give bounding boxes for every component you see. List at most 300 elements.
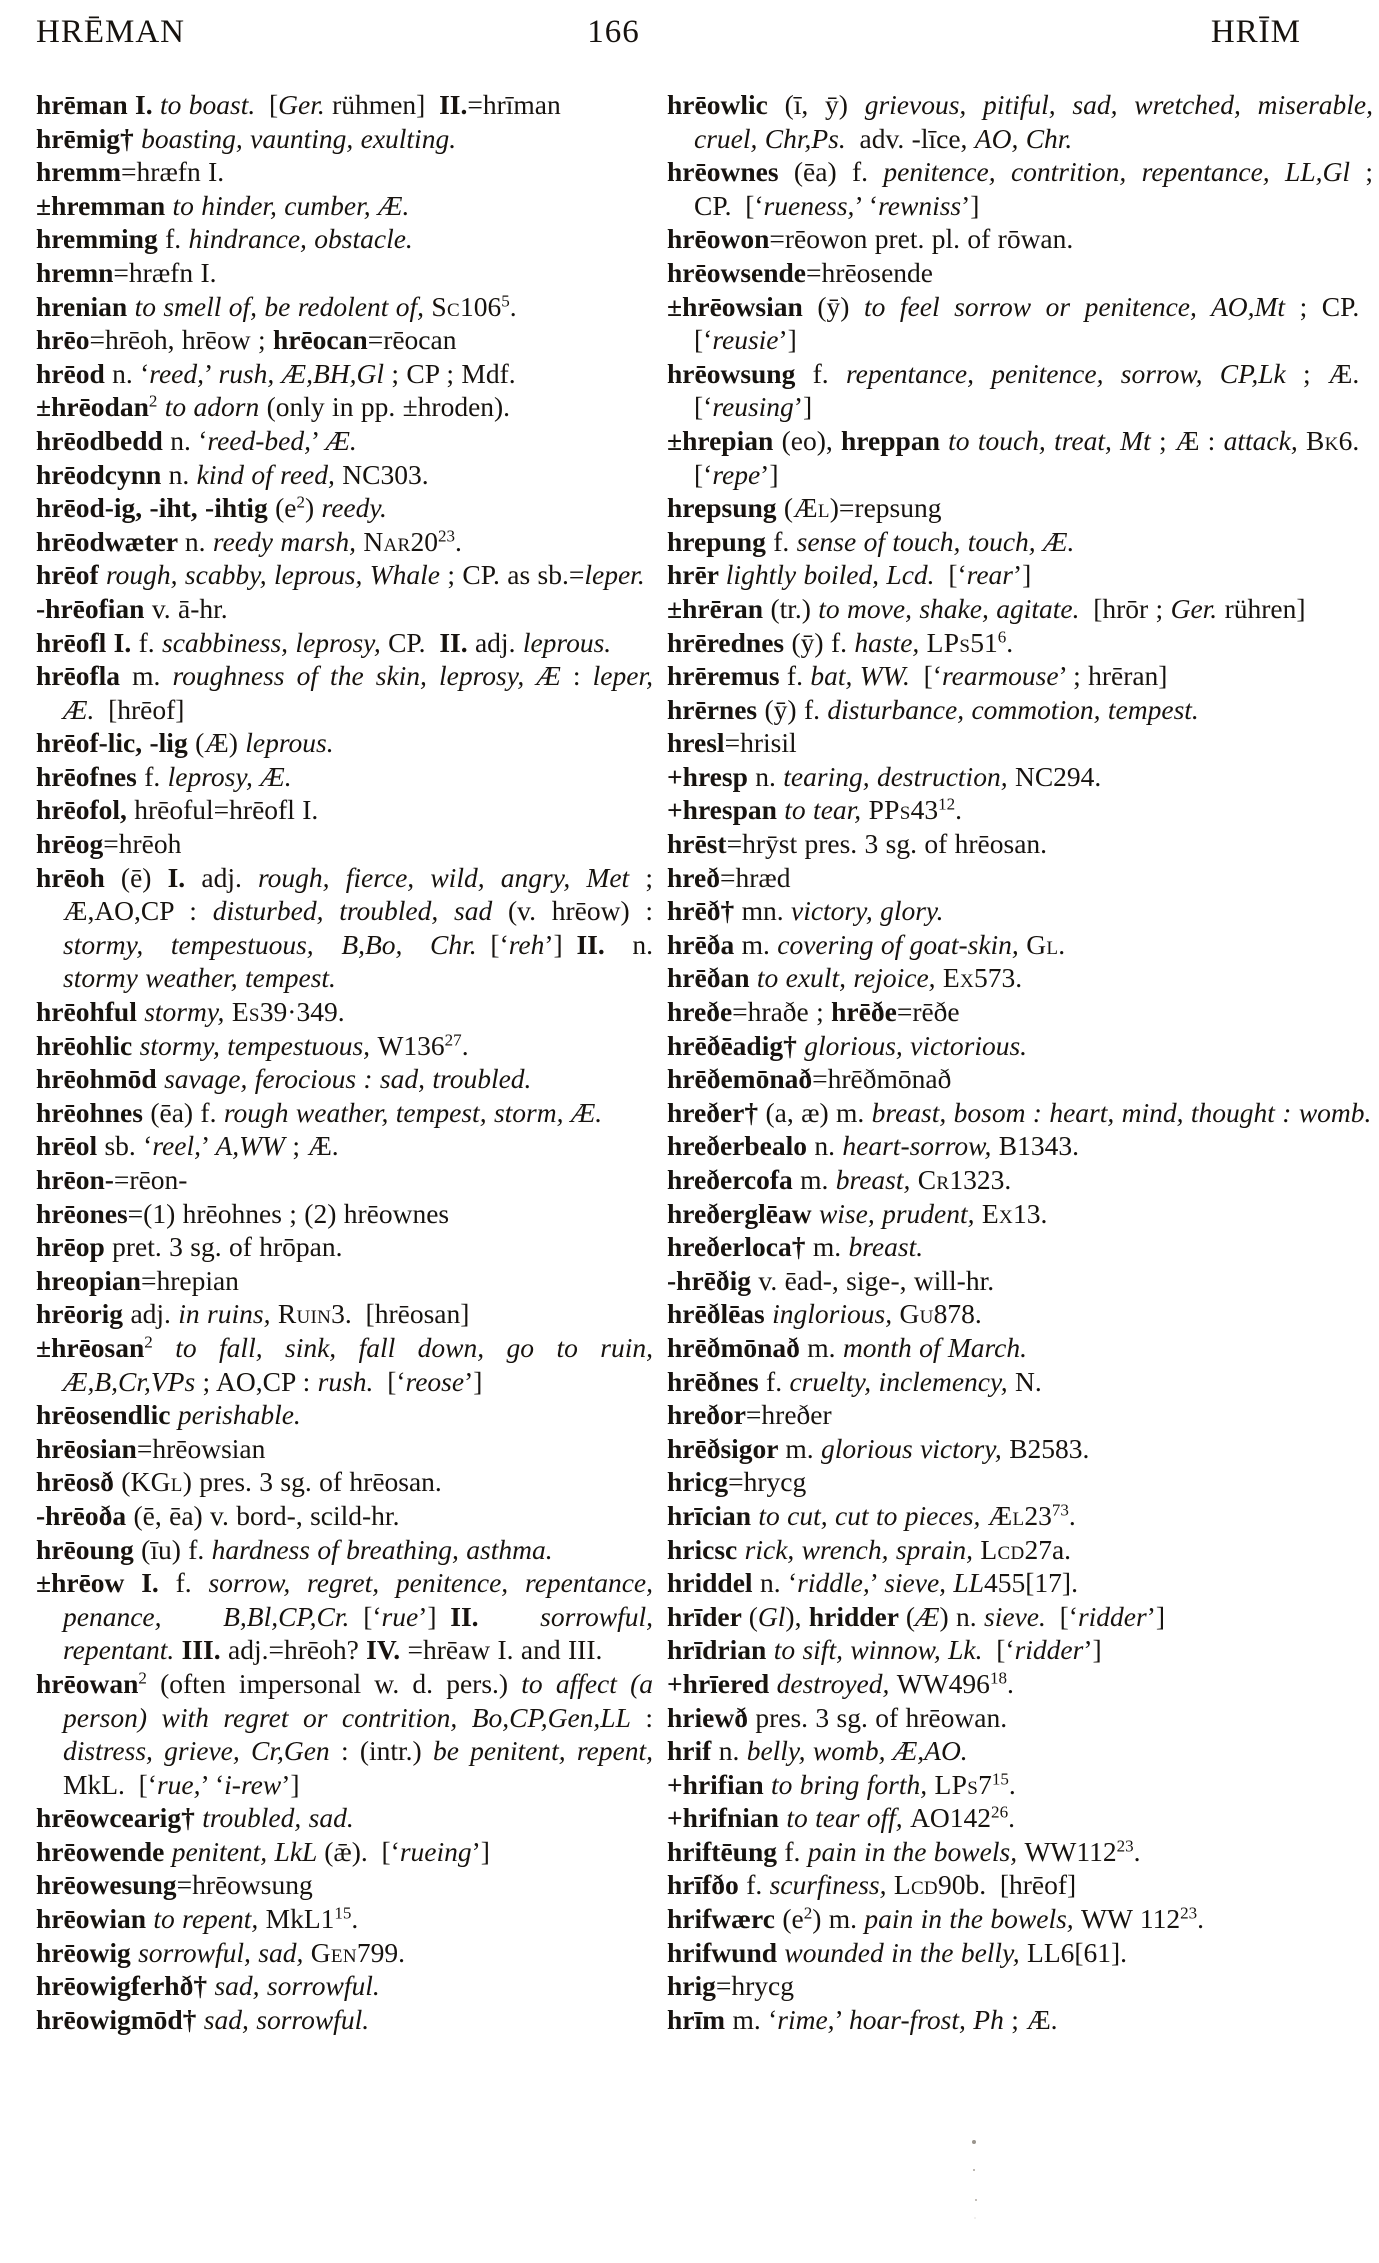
text-segment: hricsc [667,1533,745,1565]
dictionary-entry [36,1432,653,1466]
text-segment: heart-sorrow, [842,1130,999,1162]
text-segment: ; CP. as sb.= [440,559,585,591]
text-segment: hrēoh [36,861,121,893]
text-segment: 2 [803,1903,813,1923]
text-segment: . [509,290,517,322]
text-segment: [‘ [934,559,967,591]
text-segment: [hrēof] [94,693,185,725]
text-segment: Cr [917,1164,950,1195]
page-number: 166 [587,14,640,50]
text-segment: hrēðemōnað [667,1063,813,1095]
text-segment: rearmouse [941,660,1059,692]
dictionary-entry [36,525,653,559]
text-segment: sad, sorrowful. [203,2003,370,2035]
text-segment: hreðe [667,996,733,1028]
text-segment: m. ‘ [732,2003,778,2035]
text-segment: reedy marsh, [212,525,364,557]
dictionary-entry [36,1096,653,1130]
text-segment: perishable. [177,1399,301,1431]
text-segment: to tear, [784,794,869,826]
text-segment: to smell of, be redolent of, [134,290,432,322]
text-segment: =hrēoh [103,828,182,860]
text-segment: n. [168,458,197,490]
text-segment: f. [784,1835,808,1867]
text-segment: ), [785,1600,809,1632]
text-segment: be penitent, repent, [432,1735,653,1767]
text-segment: ; Æ,AO,CP : [63,861,654,927]
text-segment: f. [144,760,168,792]
text-segment: to adorn [157,391,267,423]
dictionary-entry [667,961,1373,995]
text-segment: hrēðēadig† [667,1029,805,1061]
dictionary-entry [36,1062,653,1096]
text-segment: scabbiness, leprosy, [162,626,389,658]
text-segment: . [461,1029,469,1061]
text-segment: repe [712,458,761,490]
dictionary-entry [36,659,653,726]
text-segment: breast, [835,1164,918,1195]
text-segment: ; CP. [‘ [694,290,1373,356]
text-segment: NC303. [342,458,429,490]
text-segment: ’ ‘ [200,1768,225,1800]
text-segment: ’] [418,1600,451,1632]
text-segment: hrēoung [36,1533,142,1565]
text-segment: stormy, tempestuous, [139,1029,378,1061]
text-segment: hreðerbealo [667,1130,815,1162]
text-segment: (e [782,1903,804,1935]
dictionary-entry [36,1465,653,1499]
dictionary-entry [36,122,653,156]
text-segment: disturbed, troubled, sad [212,895,508,927]
text-segment: reed, [149,357,205,389]
text-segment: NC294. [1014,760,1102,792]
text-segment: leprous. [245,727,334,759]
text-segment: savage, ferocious : sad, troubled. [164,1063,532,1095]
dictionary-entry [667,760,1373,794]
dictionary-entry [667,491,1373,525]
text-segment: rime, [777,2003,835,2035]
text-segment: -hrēofian [36,592,152,624]
text-segment: penitence, contrition, repentance, LL,Gl [883,156,1350,188]
column-right [667,88,1373,2036]
text-segment: 51 [970,626,998,658]
text-segment: adj. [201,861,258,893]
text-segment: hrēoful=hrēofl I. [134,794,319,826]
text-segment: [‘ [982,1634,1015,1666]
dictionary-entry [667,256,1373,290]
text-segment: hrēðlēas [667,1298,773,1330]
text-segment: . [1058,928,1066,960]
text-segment: sad, sorrowful. [214,1970,380,2002]
text-segment: to hinder, cumber, Æ. [172,189,410,221]
dictionary-entry [36,592,653,626]
dictionary-entry [667,1163,1373,1197]
text-segment: f. [766,1365,790,1397]
text-segment: hrēowende [36,1835,172,1867]
text-segment: B1343. [998,1130,1079,1162]
text-segment: ±hrēran [667,592,771,624]
text-segment: kind of reed, [196,458,343,490]
text-segment: hriewð [667,1701,756,1733]
dictionary-body [0,88,1379,2036]
dictionary-entry [36,1197,653,1231]
text-segment: hrīder [667,1600,749,1632]
text-segment: =hraðe ; [732,996,832,1028]
text-segment: hrepung [667,525,774,557]
text-segment: ’] [471,1835,490,1867]
text-segment: rear [966,559,1013,591]
text-segment: 1323. [949,1164,1012,1195]
text-segment: =hrycg [715,1970,795,2002]
text-segment: 106 [459,290,502,322]
text-segment: Lcd [980,1533,1025,1565]
text-segment: 799. [356,1936,405,1968]
dictionary-entry [667,1432,1373,1466]
text-segment: (often impersonal w. d. pers.) [146,1667,522,1699]
text-segment: =(1) hrēohnes ; (2) hrēownes [127,1197,450,1229]
text-segment: I. [167,861,202,893]
text-segment: hrēowsung [667,357,813,389]
text-segment: troubled, sad. [202,1802,354,1834]
text-segment: =hrȳst pres. 3 sg. of hrēosan. [726,828,1048,860]
text-segment: N. [1014,1365,1042,1397]
dictionary-entry [667,1264,1373,1298]
text-segment: breast. [848,1231,924,1263]
dictionary-entry [667,1600,1373,1634]
text-segment: =hrēosende [806,256,934,288]
dictionary-entry [36,424,653,458]
text-segment: (ȳ) f. [764,693,828,725]
text-segment: distress, grieve, Cr,Gen [63,1735,330,1767]
dictionary-entry [36,1129,653,1163]
text-segment: AO142 [910,1802,992,1834]
text-segment: rühren] [1217,592,1306,624]
text-segment: rush, Æ,BH,Gl [218,357,385,389]
text-segment: stormy, [144,996,232,1028]
dictionary-entry [667,693,1373,727]
text-segment: ’ ; hrēran] [1058,660,1168,692]
text-segment: . [1006,1667,1014,1699]
text-segment: Gl [1026,928,1059,960]
text-segment: (ȳ) [817,290,864,322]
dictionary-entry [667,155,1373,222]
dictionary-entry [667,1365,1373,1399]
text-segment: . [351,1903,359,1935]
text-segment: hrēosendlic [36,1399,178,1431]
dictionary-entry [36,256,653,290]
text-segment: [‘ [476,928,509,960]
text-segment: MkL1 [265,1903,335,1935]
dictionary-entry [667,995,1373,1029]
text-segment: reusie [712,324,779,356]
text-segment: Bk [1305,424,1339,456]
text-segment: to move, shake, agitate. [818,592,1080,624]
text-segment: 6 [997,627,1007,647]
text-segment: [‘ [349,1600,382,1632]
text-segment: hriftēung [667,1835,785,1867]
text-segment: hrēst [667,828,727,860]
text-segment: attack, [1223,424,1306,456]
text-segment: Ex [942,962,975,994]
dictionary-entry [667,222,1373,256]
text-segment: 2 [296,492,305,512]
text-segment: 90b. [hrēof] [937,1869,1077,1901]
text-segment: hrēowon [667,223,770,255]
text-segment: : [630,1701,654,1733]
text-segment: +hrifnian [667,1802,787,1834]
text-segment: hrēowigmōd† [36,2003,204,2035]
text-segment: hardness of breathing, asthma. [211,1533,553,1565]
text-segment: Æl [987,1499,1025,1531]
dictionary-entry [667,1331,1373,1365]
text-segment: =hræfn I. [113,256,217,288]
text-segment: 27 [444,1030,462,1050]
dictionary-entry [36,760,653,794]
text-segment: 23 [1024,1499,1052,1531]
text-segment: =hrycg [728,1466,807,1498]
text-segment: rick, wrench, sprain, [744,1533,981,1565]
dictionary-entry [36,1868,653,1902]
dictionary-entry [667,1734,1373,1768]
text-segment: 26 [991,1802,1009,1822]
text-segment: 12 [938,795,956,815]
dictionary-entry [36,995,653,1029]
text-segment: . [1008,1802,1015,1834]
text-segment: hoar-frost, Ph [849,2003,1004,2035]
text-segment: 878. [933,1298,982,1330]
text-segment: n. [184,525,213,557]
text-segment: KGl [130,1466,183,1498]
text-segment: 43 [910,794,939,826]
text-segment: ( [748,1600,758,1632]
dictionary-entry [36,189,653,223]
dictionary-entry [667,827,1373,861]
text-segment: Ex [981,1197,1014,1229]
text-segment: (ēa) f. [793,156,884,188]
dictionary-entry [667,1633,1373,1667]
text-segment: 18 [989,1668,1007,1688]
dictionary-entry [667,1835,1373,1869]
text-segment: hrēohful [36,996,145,1028]
text-segment: ±hremman [36,189,173,221]
text-segment: Sc [431,290,460,322]
text-segment: hreð [667,861,720,893]
dictionary-entry [36,1230,653,1264]
dictionary-entry [667,1096,1373,1130]
dictionary-entry [667,1801,1373,1835]
text-segment: hrēod-ig, -iht, -ihtig [36,492,276,524]
text-segment: bat, WW. [810,660,910,692]
dictionary-entry [667,1499,1373,1533]
text-segment: hrēowigferhð† [36,1970,215,2002]
text-segment: sorrowful, repentant. [63,1600,653,1666]
text-segment: (ēa) f. [150,1096,224,1128]
text-segment: m. [785,1432,822,1464]
dictionary-entry [36,458,653,492]
dictionary-entry [36,558,653,592]
text-segment: ±hrēowsian [667,290,818,322]
text-segment: hrēr [667,559,726,591]
text-segment: W136 [377,1029,445,1061]
text-segment: leprosy, Æ. [167,760,292,792]
text-segment: (tr.) [770,592,819,624]
text-segment: AO, Chr. [974,122,1073,154]
dictionary-entry [667,290,1373,357]
text-segment: grievous, pitiful, sad, wretched, miserable, cruel, Chr,Ps. [694,89,1373,154]
text-segment: =rēðe [896,996,960,1028]
text-segment: III. [181,1634,228,1666]
dictionary-entry [667,894,1373,928]
dictionary-entry [667,1969,1373,2003]
text-segment: ; Æ. [1003,2003,1058,2035]
text-segment: 6. [‘ [694,424,1374,490]
text-segment: hrēol [36,1130,105,1162]
text-segment: m. [741,928,778,960]
text-segment: . [455,525,462,557]
dictionary-entry [667,558,1373,592]
dictionary-entry [667,1230,1373,1264]
text-segment: to sift, winnow, Lk. [773,1634,983,1666]
text-segment: wounded in the belly, [784,1936,1028,1968]
text-segment: ’ [200,1130,216,1162]
dictionary-entry [36,626,653,660]
text-segment: hrēofla [36,660,133,692]
text-segment: hrēones [36,1197,128,1229]
text-segment: ; Æ : [1150,424,1224,456]
text-segment: to fall, sink, fall down, go to ruin, Æ,B,Cr,VPs [63,1331,653,1397]
text-segment: reusing [712,391,794,423]
text-segment: WW496 [896,1667,990,1699]
text-segment: . [1068,1499,1076,1531]
dictionary-entry [36,1499,653,1533]
text-segment: ) [304,492,322,524]
text-segment: f. [812,357,846,389]
text-segment: =rēon- [113,1164,188,1195]
text-segment: ’] [793,391,813,423]
text-segment: =hræd [719,861,791,893]
text-segment: 3. [hrēosan] [331,1298,470,1330]
text-segment: hrēofol, [36,794,135,826]
text-segment: hrēowian [36,1903,154,1935]
text-segment: PPs [868,794,911,826]
text-segment: (a, æ) m. [765,1096,872,1128]
dictionary-entry [36,1533,653,1567]
text-segment: repentance, penitence, sorrow, CP,Lk [845,357,1286,389]
dictionary-entry [36,827,653,861]
dictionary-entry [36,861,653,995]
text-segment: ) pres. 3 sg. of hrēosan. [182,1466,442,1498]
text-segment: rühmen] [324,89,440,120]
text-segment: II. [576,928,633,960]
text-segment: sense of touch, touch, Æ. [796,525,1075,557]
text-segment: hrēðmōnað [667,1331,808,1363]
text-segment: hrēosð [36,1466,122,1498]
text-segment: inglorious, [772,1298,900,1330]
text-segment: hrēon- [36,1164,114,1195]
scan-artifact-dots [972,2140,976,2144]
text-segment: Nar [363,525,411,557]
text-segment: pret. 3 sg. of hrōpan. [112,1231,343,1263]
text-segment: =hrēaw I. and III. [407,1634,603,1666]
text-segment: hremm [36,156,122,188]
text-segment: ’ [204,357,219,389]
text-segment: n. ‘ [759,1567,798,1599]
dictionary-entry [667,88,1373,155]
dictionary-entry [667,1062,1373,1096]
dictionary-entry [667,1868,1373,1902]
text-segment: to feel sorrow or penitence, AO,Mt [863,290,1286,322]
dictionary-entry [667,2003,1373,2037]
dictionary-entry [667,928,1373,962]
text-segment: to boast. [152,89,256,120]
text-segment: (eo), [781,424,842,456]
text-segment: hrēðan [667,962,757,994]
text-segment: ( [783,492,794,524]
text-segment: ’] [1012,559,1032,591]
text-segment: hricg [667,1466,729,1498]
text-segment: hreðer† [667,1096,766,1128]
text-segment: ; AO,CP : [195,1365,318,1397]
dictionary-entry [36,357,653,391]
text-segment: hrēocan [272,324,368,356]
dictionary-entry [667,525,1373,559]
text-segment: glorious, victorious. [804,1029,1028,1061]
text-segment: hrēof [36,559,106,591]
text-segment: Es [231,996,260,1028]
text-segment: destroyed, [776,1667,897,1699]
text-segment: hrēowlic [667,89,785,120]
text-segment: (ē) [120,861,168,893]
text-segment: leper. [584,559,645,591]
text-segment: to cut, cut to pieces, [758,1499,988,1531]
text-segment: n. [755,760,784,792]
text-segment: (ī, ȳ) [784,89,865,120]
dictionary-entry [667,1701,1373,1735]
text-segment: +hrīered [667,1667,777,1699]
text-segment: breast, bosom : heart, mind, thought : womb. [871,1096,1372,1128]
text-segment: stormy weather, tempest. [63,962,336,994]
text-segment: B2583. [1009,1432,1090,1464]
text-segment: (Æ) [195,727,246,759]
text-segment: =rēowon pret. pl. of rōwan. [769,223,1074,255]
text-segment: IV. [366,1634,408,1666]
text-segment: 39·349. [259,996,345,1028]
text-segment: to affect (a person) with regret or contrition, Bo,CP,Gen,LL [63,1667,653,1733]
text-segment: adj. [130,1298,179,1330]
text-segment: . [1008,1768,1016,1800]
text-segment: hrēog [36,828,104,860]
text-segment: m. [132,660,173,692]
text-segment: i-rew [224,1768,282,1800]
text-segment: m. [807,1331,843,1363]
dictionary-entry [667,1398,1373,1432]
text-segment: Ger. [1170,592,1218,624]
dictionary-entry [36,1297,653,1331]
text-segment: ; CP. [‘ [694,156,1373,221]
text-segment: ’] [1083,1634,1102,1666]
dictionary-entry [36,323,653,357]
text-segment: n. ‘ [112,357,150,389]
text-segment: ridder [1077,1600,1147,1632]
text-segment: [hrōr ; [1079,592,1171,624]
text-segment: wise, prudent, [818,1197,982,1229]
header-keyword-left: HRĒMAN [36,14,186,50]
text-segment: hrīfðo [667,1869,747,1901]
text-segment: Gu [899,1298,934,1330]
text-segment: leper, Æ. [63,660,654,725]
text-segment: 23 [438,526,456,546]
dictionary-entry [36,1902,653,1936]
